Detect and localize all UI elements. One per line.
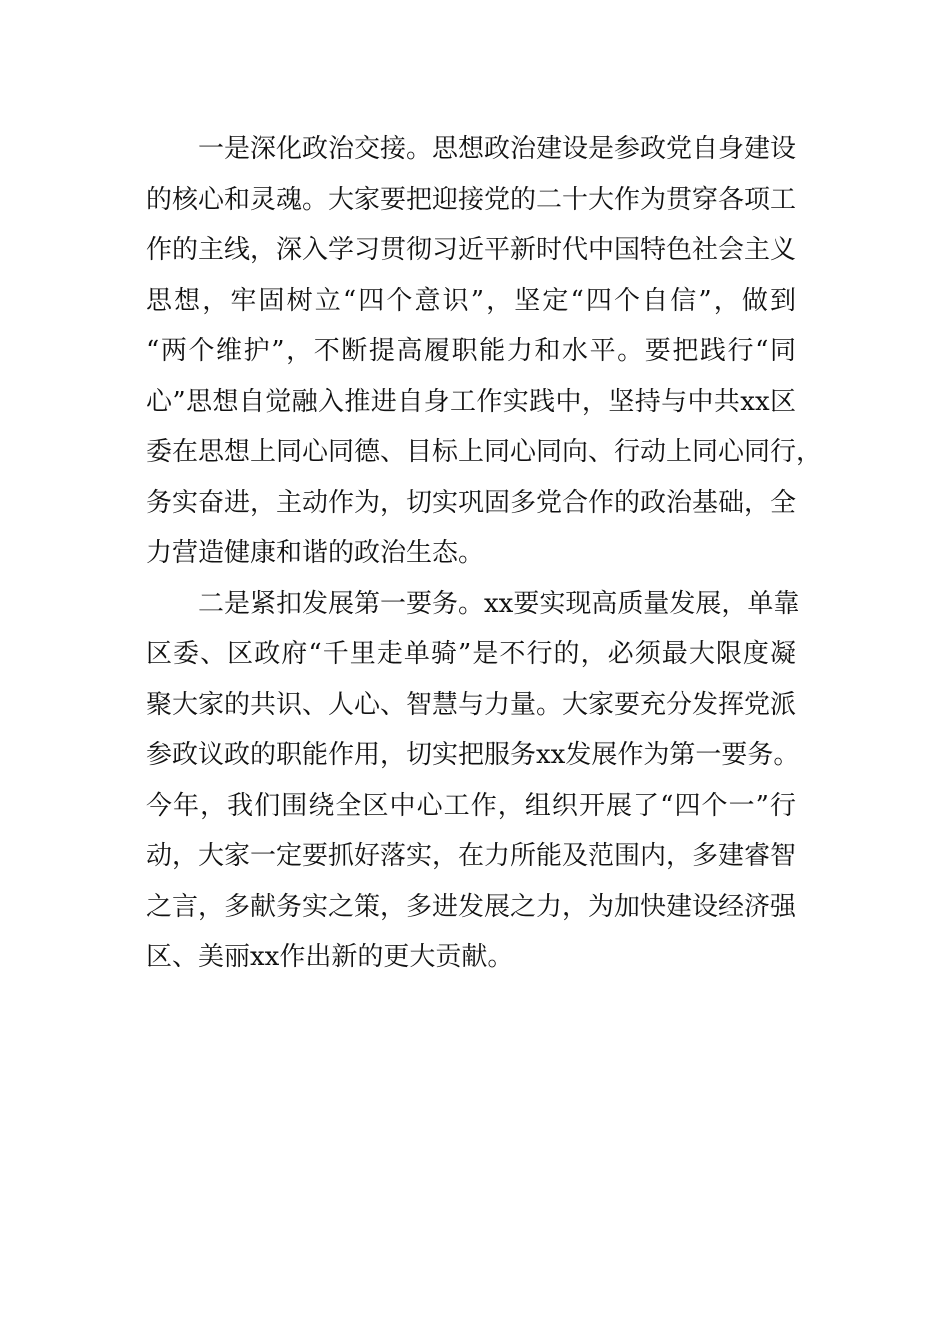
paragraph-line: 心”思想自觉融入推进自身工作实践中，坚持与中共xx区 (146, 386, 796, 417)
paragraph-line: 动，大家一定要抓好落实，在力所能及范围内，多建睿智 (146, 841, 797, 871)
paragraph-line: 之言，多献务实之策，多进发展之力，为加快建设经济强 (146, 891, 797, 922)
paragraph-line: 区委、区政府“千里走单骑”是不行的，必须最大限度凝 (146, 639, 796, 669)
paragraph-line: 聚大家的共识、人心、智慧与力量。大家要充分发挥党派 (146, 689, 797, 720)
paragraph-line: 今年，我们围绕全区中心工作，组织开展了“四个一”行 (146, 790, 796, 821)
document-body (146, 124, 823, 983)
paragraph-development-priority (146, 579, 800, 983)
paragraph-line: “两个维护”，不断提高履职能力和水平。要把践行“同 (146, 336, 796, 366)
paragraph-line: 作的主线，深入学习贯彻习近平新时代中国特色社会主义 (146, 235, 797, 265)
paragraph-line: 委在思想上同心同德、目标上同心同向、行动上同心同行， (146, 437, 823, 467)
paragraph-political-handover (146, 124, 823, 579)
paragraph-line: 的核心和灵魂。大家要把迎接党的二十大作为贯穿各项工 (146, 184, 797, 215)
paragraph-line: 力营造健康和谐的政治生态。 (146, 538, 485, 568)
paragraph-line: 区、美丽xx作出新的更大贡献。 (146, 942, 514, 972)
paragraph-line: 思想，牢固树立“四个意识”，坚定“四个自信”，做到 (146, 285, 796, 316)
paragraph-line: 参政议政的职能作用，切实把服务xx发展作为第一要务。 (146, 740, 800, 770)
paragraph-line: 一是深化政治交接。思想政治建设是参政党自身建设 (198, 134, 797, 164)
paragraph-line: 务实奋进，主动作为，切实巩固多党合作的政治基础，全 (146, 487, 797, 518)
paragraph-line: 二是紧扣发展第一要务。xx要实现高质量发展，单靠 (198, 588, 800, 619)
